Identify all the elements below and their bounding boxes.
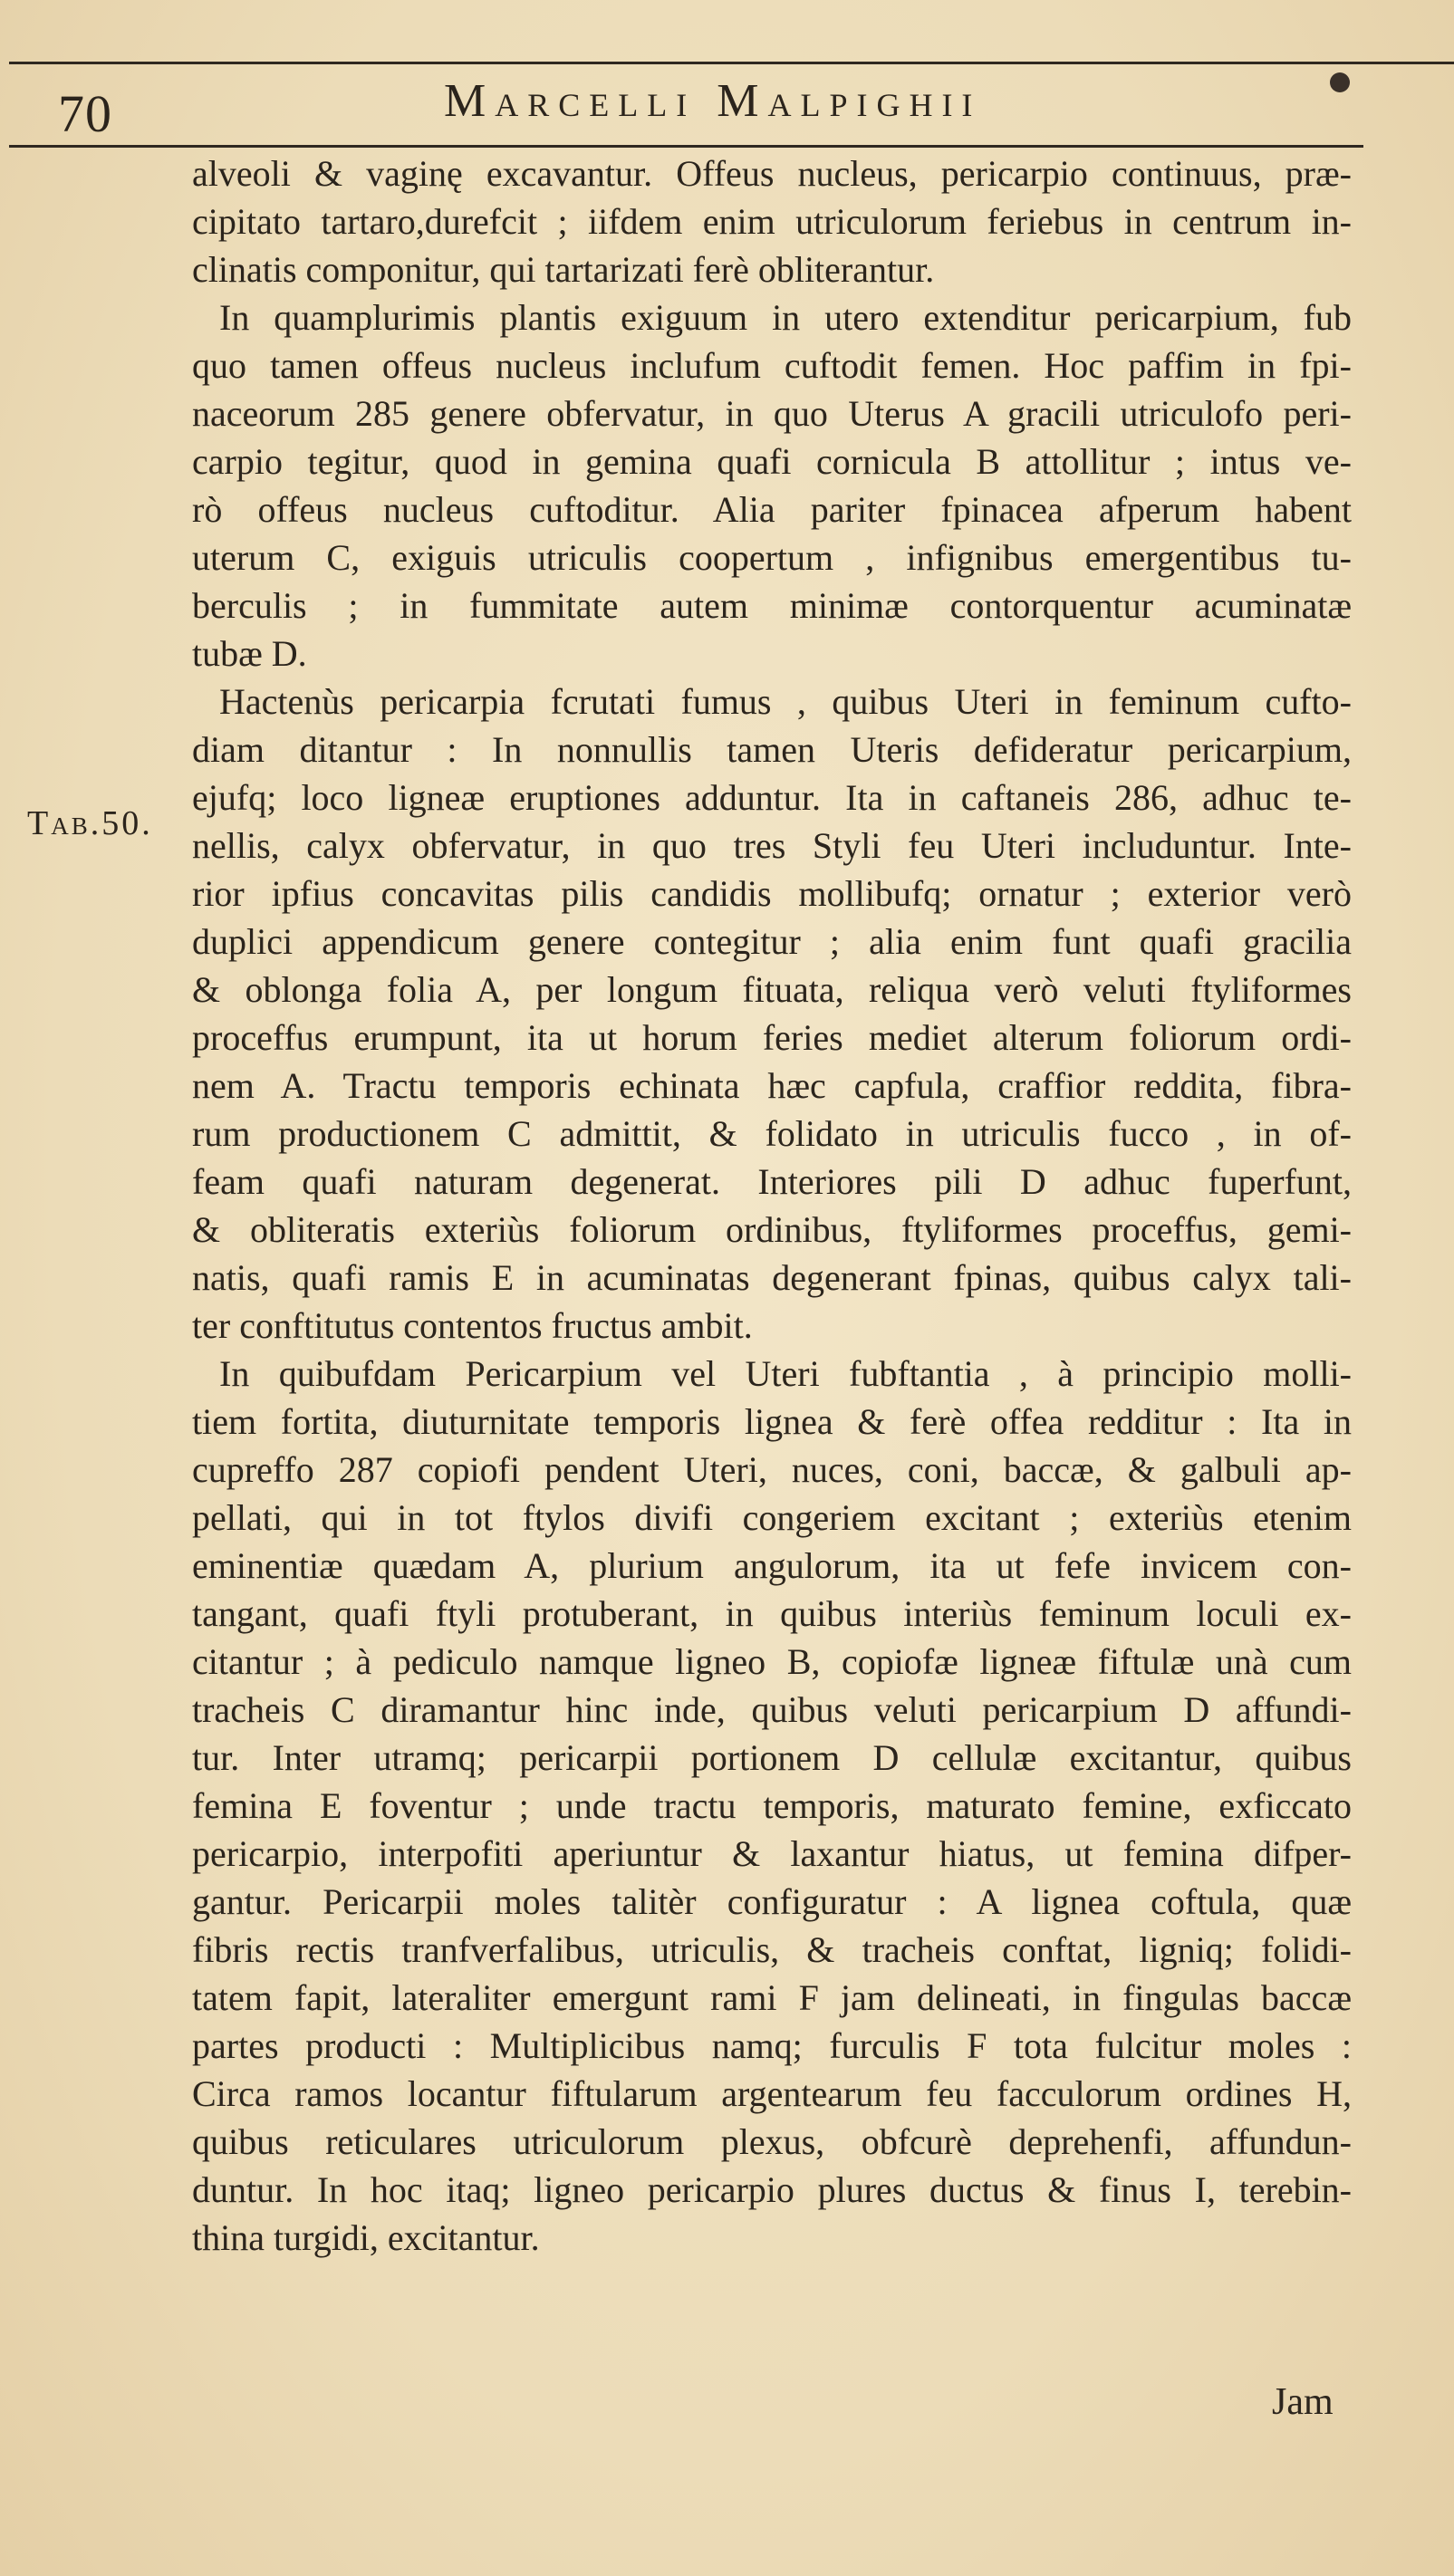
text-line: naceorum 285 genere obfervatur, in quo Uterus A gracili utriculofo peri- [192,393,1352,434]
text-line: quibus reticulares utriculorum plexus, obfcurè deprehenfi, affundun- [192,2121,1352,2162]
text-line: & obliteratis exteriùs foliorum ordinibus, ftyliformes proceffus, gemi- [192,1209,1352,1250]
text-line: fibris rectis tranfverfalibus, utriculis, & tracheis conftat, ligniq; folidi- [192,1929,1352,1970]
body-text [192,149,1352,2262]
text-line: cupreffo 287 copiofi pendent Uteri, nuces, coni, baccæ, & galbuli ap- [192,1449,1352,1490]
text-line: In quibufdam Pericarpium vel Uteri fubftantia , à principio molli- [219,1353,1352,1394]
text-line: duntur. In hoc itaq; ligneo pericarpio plures ductus & finus I, terebin- [192,2169,1352,2210]
text-line: tiem fortita, diuturnitate temporis lignea & ferè offea redditur : Ita in [192,1401,1352,1442]
text-line: pellati, qui in tot ftylos divifi congeriem excitant ; exteriùs etenim [192,1497,1352,1538]
text-line: ter conftitutus contentos fructus ambit. [192,1305,753,1346]
ink-spot [1330,72,1350,92]
text-line: cipitato tartaro,durefcit ; iifdem enim utriculorum feriebus in centrum in- [192,201,1352,242]
text-line: eminentiæ quædam A, plurium angulorum, ita ut fefe invicem con- [192,1545,1352,1586]
text-line: rò offeus nucleus cuftoditur. Alia pariter fpinacea afperum habent [192,489,1352,530]
text-line: duplici appendicum genere contegitur ; alia enim funt quafi gracilia [192,921,1352,962]
text-line: natis, quafi ramis E in acuminatas degenerant fpinas, quibus calyx tali- [192,1257,1352,1298]
text-line: partes producti : Multiplicibus namq; furculis F tota fulcitur moles : [192,2025,1352,2066]
text-line: diam ditantur : In nonnullis tamen Uteris defideratur pericarpium, [192,729,1352,770]
margin-note-plate-reference: Tab.50. [27,804,153,842]
text-line: Circa ramos locantur fiftularum argentearum feu facculorum ordines H, [192,2073,1352,2114]
text-line: nem A. Tractu temporis echinata hæc capfula, craffior reddita, fibra- [192,1065,1352,1106]
text-line: berculis ; in fummitate autem minimæ contorquentur acuminatæ [192,585,1352,626]
text-line: uterum C, exiguis utriculis coopertum , infignibus emergentibus tu- [192,537,1352,578]
text-line: ejufq; loco ligneæ eruptiones adduntur. Ita in caftaneis 286, adhuc te- [192,777,1352,818]
text-line: femina E foventur ; unde tractu temporis, maturato femine, exficcato [192,1785,1352,1826]
text-line: carpio tegitur, quod in gemina quafi cornicula B attollitur ; intus ve- [192,441,1352,482]
text-line: thina turgidi, excitantur. [192,2217,540,2258]
text-line: tur. Inter utramq; pericarpii portionem D cellulæ excitantur, quibus [192,1737,1352,1778]
text-line: nellis, calyx obfervatur, in quo tres Styli feu Uteri includuntur. Inte- [192,825,1352,866]
text-line: tubæ D. [192,633,307,674]
text-line: & oblonga folia A, per longum fituata, reliqua verò veluti ftyliformes [192,969,1352,1010]
page-number: 70 [58,84,112,143]
text-line: Hactenùs pericarpia fcrutati fumus , quibus Uteri in feminum cufto- [219,681,1352,722]
text-line: In quamplurimis plantis exiguum in utero extenditur pericarpium, fub [219,297,1352,338]
text-line: pericarpio, interpofiti aperiuntur & laxantur hiatus, ut femina difper- [192,1833,1352,1874]
text-line: proceffus erumpunt, ita ut horum feries mediet alterum foliorum ordi- [192,1017,1352,1058]
text-line: alveoli & vaginę excavantur. Offeus nucleus, pericarpio continuus, præ- [192,153,1352,194]
text-line: tangant, quafi ftyli protuberant, in quibus interiùs feminum loculi ex- [192,1593,1352,1634]
text-line: feam quafi naturam degenerat. Interiores pili D adhuc fuperfunt, [192,1161,1352,1202]
text-line: tracheis C diramantur hinc inde, quibus veluti pericarpium D affundi- [192,1689,1352,1730]
running-head: Marcelli Malpighii [444,75,982,127]
text-line: gantur. Pericarpii moles talitèr configuratur : A lignea coftula, quæ [192,1881,1352,1922]
text-line: clinatis componitur, qui tartarizati ferè obliterantur. [192,249,935,290]
header-top-rule [9,62,1454,64]
text-line: quo tamen offeus nucleus inclufum cuftodit femen. Hoc paffim in fpi- [192,345,1352,386]
text-line: tatem fapit, lateraliter emergunt rami F jam delineati, in fingulas baccæ [192,1977,1352,2018]
text-line: rior ipfius concavitas pilis candidis mollibufq; ornatur ; exterior verò [192,873,1352,914]
catchword: Jam [1272,2381,1334,2423]
header-bottom-rule [9,145,1363,148]
text-line: rum productionem C admittit, & folidato in utriculis fucco , in of- [192,1113,1352,1154]
text-line: citantur ; à pediculo namque ligneo B, copiofæ ligneæ fiftulæ unà cum [192,1641,1352,1682]
